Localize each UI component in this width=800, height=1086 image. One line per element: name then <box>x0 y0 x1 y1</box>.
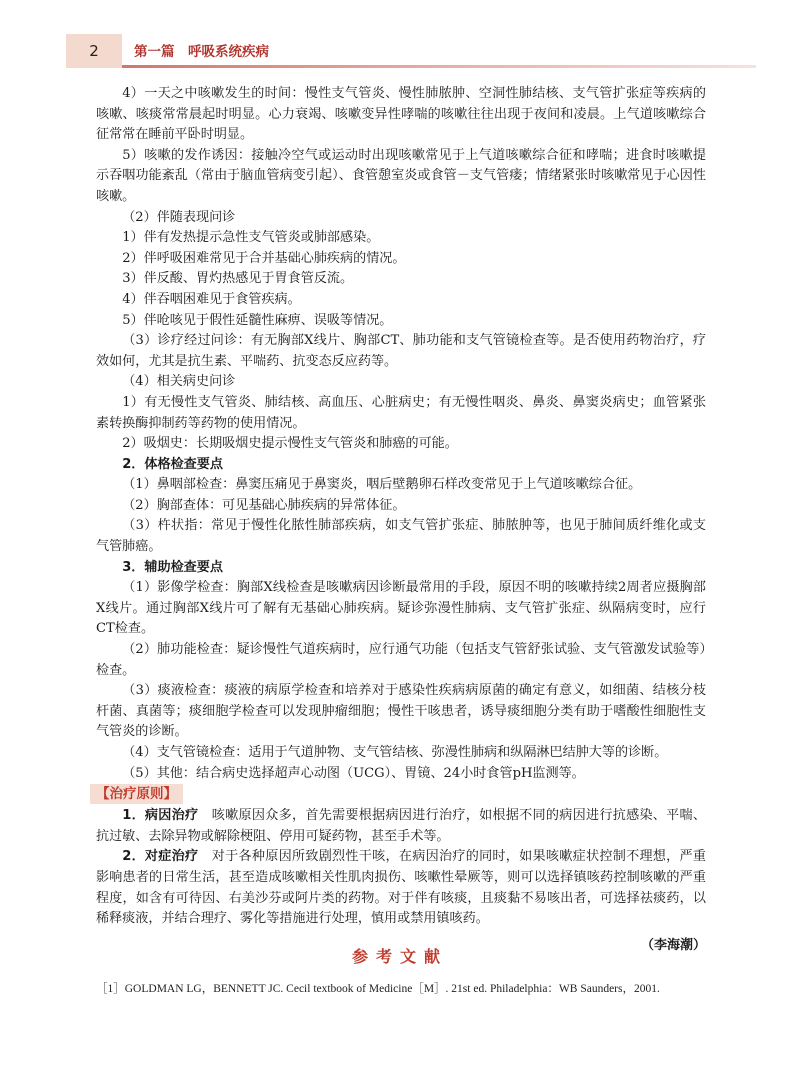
paragraph: 3）伴反酸、胃灼热感见于胃食管反流。 <box>122 271 354 287</box>
treatment-principles-tag: 【治疗原则】 <box>90 784 183 804</box>
paragraph: 4）伴吞咽困难见于食管疾病。 <box>122 291 301 307</box>
paragraph: 2）吸烟史：长期吸烟史提示慢性支气管炎和肺癌的可能。 <box>122 436 458 452</box>
page-number-box <box>66 34 122 68</box>
paragraph <box>96 847 706 929</box>
section-heading-auxiliary-exam: 3．辅助检查要点 <box>122 559 223 575</box>
main-content <box>96 84 706 956</box>
references-title: 参考文献 <box>351 947 448 966</box>
page-header <box>66 34 756 68</box>
symptomatic-treatment-text: 对于各种原因所致剧烈性干咳，在病因治疗的同时，如果咳嗽症状控制不理想，严重影响患者的日常生活，甚至造成咳嗽相关性肌肉损伤、咳嗽性晕厥等，则可以选择镇咳药控制咳嗽的严重程度，如含有可待因、右美沙芬或阿片类的药物。对于伴有咳痰，且痰黏不易咳出者，可选择祛痰药，以稀释痰液，并结合理疗、雾化等措施进行处理，慎用或禁用镇咳药。 <box>96 849 706 927</box>
header-rule <box>122 65 756 68</box>
paragraph: （2）胸部查体：可见基础心肺疾病的异常体征。 <box>122 497 406 513</box>
treatment-tag-line <box>96 784 706 806</box>
etiology-treatment-text: 咳嗽原因众多，首先需要根据病因进行治疗，如根据不同的病因进行抗感染、平喘、抗过敏、去除异物或解除梗阻、停用可疑药物，甚至手术等。 <box>96 808 706 844</box>
reference-item: ［1］GOLDMAN LG，BENNETT JC. Cecil textbook of Medicine［M］. 21st ed. Philadelphia：WB Saunders，2001. <box>96 983 660 995</box>
paragraph: （2）肺功能检查：疑诊慢性气道疾病时，应行通气功能（包括支气管舒张试验、支气管激发试验等）检查。 <box>96 642 706 678</box>
etiology-treatment-label: 1．病因治疗 <box>122 808 199 824</box>
section-heading-physical-exam: 2．体格检查要点 <box>122 456 223 472</box>
paragraph: （2）伴随表现问诊 <box>122 209 236 225</box>
paragraph: 2）伴呼吸困难常见于合并基础心肺疾病的情况。 <box>122 250 406 266</box>
paragraph: （3）杵状指：常见于慢性化脓性肺部疾病，如支气管扩张症、肺脓肿等，也见于肺间质纤维化或支气管肺癌。 <box>96 518 706 555</box>
paragraph: （3）诊疗经过问诊：有无胸部X线片、胸部CT、肺功能和支气管镜检查等。是否使用药物治疗，疗效如何，尤其是抗生素、平喘药、抗变态反应药等。 <box>96 333 706 369</box>
paragraph <box>96 806 706 847</box>
paragraph: （1）影像学检查：胸部X线检查是咳嗽病因诊断最常用的手段，原因不明的咳嗽持续2周者应摄胸部X线片。通过胸部X线片可了解有无基础心肺疾病。疑诊弥漫性肺病、支气管扩张症、纵隔病变时，应行CT检查。 <box>96 580 706 637</box>
paragraph: 4）一天之中咳嗽发生的时间：慢性支气管炎、慢性肺脓肿、空洞性肺结核、支气管扩张症等疾病的咳嗽、咳痰常常晨起时明显。心力衰竭、咳嗽变异性哮喘的咳嗽往往出现于夜间和凌晨。上气道咳嗽综合征常常在睡前平卧时明显。 <box>96 86 706 143</box>
author: （李海潮） <box>640 937 706 953</box>
paragraph: （3）痰液检查：痰液的病原学检查和培养对于感染性疾病病原菌的确定有意义，如细菌、结核分枝杆菌、真菌等；痰细胞学检查可以发现肿瘤细胞；慢性干咳患者，诱导痰细胞分类有助于嗜酸性细胞性支气管炎的诊断。 <box>96 683 706 740</box>
paragraph: 1）有无慢性支气管炎、肺结核、高血压、心脏病史；有无慢性咽炎、鼻炎、鼻窦炎病史；血管紧张素转换酶抑制药等药物的使用情况。 <box>96 394 706 431</box>
chapter-title: 第一篇 呼吸系统疾病 <box>134 44 269 60</box>
paragraph: （5）其他：结合病史选择超声心动图（UCG）、胃镜、24小时食管pH监测等。 <box>122 765 585 781</box>
paragraph: 5）伴呛咳见于假性延髓性麻痹、误吸等情况。 <box>122 312 393 328</box>
paragraph: （4）相关病史问诊 <box>122 374 236 390</box>
paragraph: （4）支气管镜检查：适用于气道肿物、支气管结核、弥漫性肺病和纵隔淋巴结肿大等的诊断。 <box>122 745 668 760</box>
paragraph: （1）鼻咽部检查：鼻窦压痛见于鼻窦炎，咽后壁鹅卵石样改变常见于上气道咳嗽综合征。 <box>122 477 642 493</box>
symptomatic-treatment-label: 2．对症治疗 <box>122 849 199 865</box>
paragraph: 5）咳嗽的发作诱因：接触冷空气或运动时出现咳嗽常见于上气道咳嗽综合征和哮喘；进食时咳嗽提示吞咽功能紊乱（常由于脑血管病变引起）、食管憩室炎或食管－支气管瘘；情绪紧张时咳嗽常见于心因性咳嗽。 <box>96 147 706 204</box>
paragraph: 1）伴有发热提示急性支气管炎或肺部感染。 <box>122 230 380 246</box>
page-number: 2 <box>89 42 99 60</box>
